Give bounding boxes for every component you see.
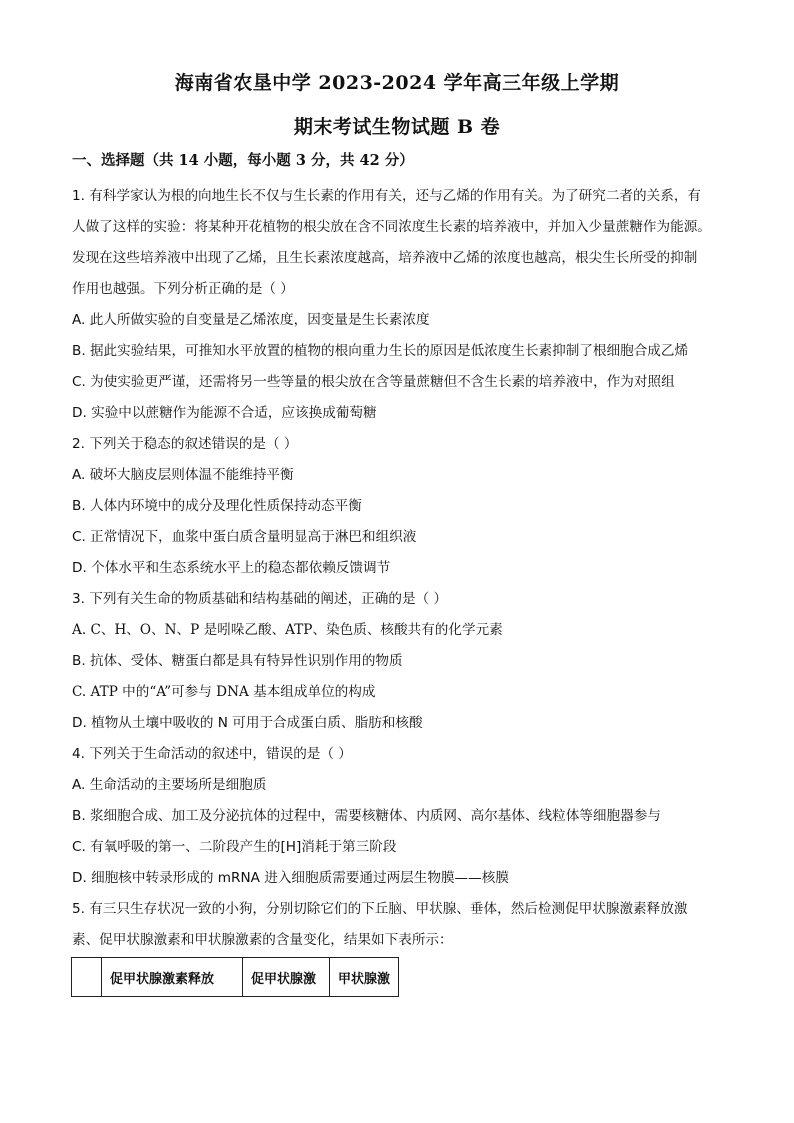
question-1-line-3: 发现在这些培养液中出现了乙烯，且生长素浓度越高，培养液中乙烯的浓度也越高，根尖生长所受的抑制 — [72, 250, 698, 266]
question-5-line-1: 5. 有三只生存状况一致的小狗，分别切除它们的下丘脑、甲状腺、垂体，然后检测促甲状腺激素释放激 — [72, 901, 688, 917]
question-1-option-a: A. 此人所做实验的自变量是乙烯浓度，因变量是生长素浓度 — [72, 312, 430, 328]
question-4-stem: 4. 下列关于生命活动的叙述中，错误的是（ ） — [72, 746, 352, 762]
table-header-cell-empty — [72, 958, 102, 997]
table-header-cell-trh: 促甲状腺激素释放 — [102, 958, 243, 997]
question-4-option-a: A. 生命活动的主要场所是细胞质 — [72, 777, 267, 793]
exam-title-line1: 海南省农垦中学 2023-2024 学年高三年级上学期 — [174, 72, 620, 94]
question-3-stem: 3. 下列有关生命的物质基础和结构基础的阐述，正确的是（ ） — [72, 591, 448, 607]
question-3-option-b: B. 抗体、受体、糖蛋白都是具有特异性识别作用的物质 — [72, 653, 403, 669]
question-1-option-d: D. 实验中以蔗糖作为能源不合适，应该换成葡萄糖 — [72, 405, 377, 421]
question-1-option-b: B. 据此实验结果，可推知水平放置的植物的根向重力生长的原因是低浓度生长素抑制了根细胞合成乙烯 — [72, 343, 689, 359]
question-3-option-d: D. 植物从土壤中吸收的 N 可用于合成蛋白质、脂肪和核酸 — [72, 715, 423, 731]
question-1-line-1: 1. 有科学家认为根的向地生长不仅与生长素的作用有关，还与乙烯的作用有关。为了研究二者的关系，有 — [72, 188, 702, 204]
question-1-option-c: C. 为使实验更严谨，还需将另一些等量的根尖放在含等量蔗糖但不含生长素的培养液中，作为对照组 — [72, 374, 675, 390]
section-heading: 一、选择题（共 14 小题，每小题 3 分，共 42 分） — [72, 152, 414, 169]
hormone-table — [71, 957, 399, 997]
question-2-option-a: A. 破坏大脑皮层则体温不能维持平衡 — [72, 467, 294, 483]
table-header-cell-th: 甲状腺激 — [330, 958, 399, 997]
question-2-option-d: D. 个体水平和生态系统水平上的稳态都依赖反馈调节 — [72, 560, 391, 576]
question-4-option-b: B. 浆细胞合成、加工及分泌抗体的过程中，需要核糖体、内质网、高尔基体、线粒体等细胞器参与 — [72, 808, 661, 824]
table-header-row — [72, 958, 399, 997]
question-4-option-d: D. 细胞核中转录形成的 mRNA 进入细胞质需要通过两层生物膜——核膜 — [72, 870, 509, 886]
question-3-option-c: C. ATP 中的“A”可参与 DNA 基本组成单位的构成 — [72, 684, 376, 700]
table-header-cell-tsh: 促甲状腺激 — [243, 958, 330, 997]
question-5-line-2: 素、促甲状腺激素和甲状腺激素的含量变化，结果如下表所示： — [72, 932, 453, 948]
question-2-option-b: B. 人体内环境中的成分及理化性质保持动态平衡 — [72, 498, 362, 514]
exam-title-line2: 期末考试生物试题 B 卷 — [293, 116, 501, 138]
question-2-stem: 2. 下列关于稳态的叙述错误的是（ ） — [72, 436, 298, 452]
question-4-option-c: C. 有氧呼吸的第一、二阶段产生的[H]消耗于第三阶段 — [72, 839, 397, 855]
question-2-option-c: C. 正常情况下，血浆中蛋白质含量明显高于淋巴和组织液 — [72, 529, 417, 545]
question-3-option-a: A. C、H、O、N、P 是吲哚乙酸、ATP、染色质、核酸共有的化学元素 — [72, 622, 503, 638]
question-1-line-2: 人做了这样的实验：将某种开花植物的根尖放在含不同浓度生长素的培养液中，并加入少量蔗糖作为能源。 — [72, 219, 711, 235]
question-1-line-4: 作用也越强。下列分析正确的是（ ） — [72, 281, 294, 297]
